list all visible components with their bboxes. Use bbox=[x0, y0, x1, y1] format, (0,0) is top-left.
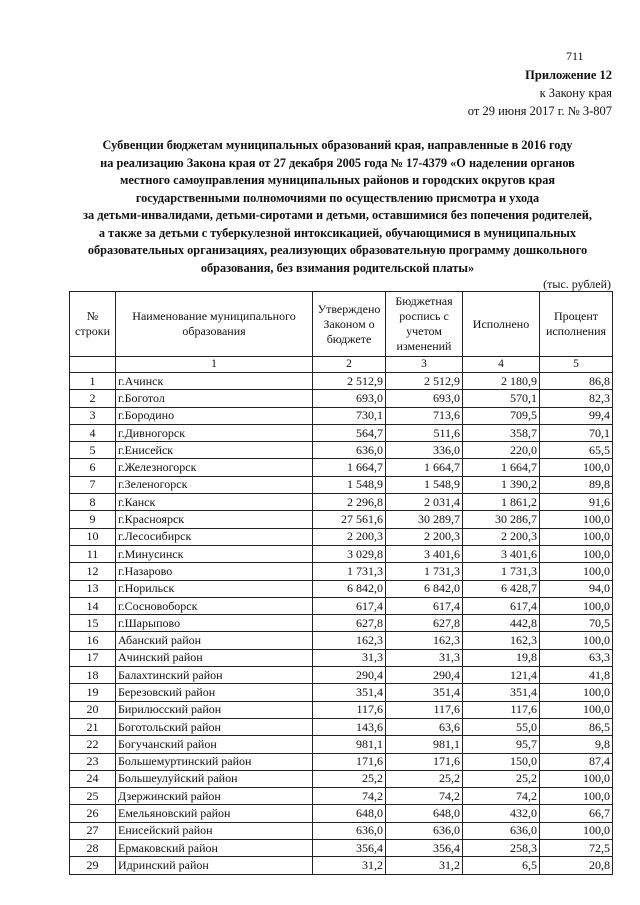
title-line: местного самоуправления муниципальных районов и городских округов края bbox=[119, 173, 556, 187]
table-row bbox=[70, 857, 613, 874]
schedule-cell: 713,6 bbox=[386, 407, 463, 424]
table-row bbox=[70, 442, 613, 459]
table-row bbox=[70, 545, 613, 562]
approved-cell: 162,3 bbox=[313, 632, 386, 649]
executed-cell: 1 664,7 bbox=[463, 459, 540, 476]
document-title bbox=[60, 137, 615, 277]
table-row bbox=[70, 390, 613, 407]
schedule-cell: 171,6 bbox=[386, 753, 463, 770]
percent-cell: 100,0 bbox=[540, 511, 613, 528]
table-row bbox=[70, 407, 613, 424]
table-row bbox=[70, 736, 613, 753]
approved-cell: 31,3 bbox=[313, 649, 386, 666]
executed-cell: 30 286,7 bbox=[463, 511, 540, 528]
table-row bbox=[70, 770, 613, 787]
percent-cell: 100,0 bbox=[540, 563, 613, 580]
header-budget-schedule: Бюджетная роспись с учетом изменений bbox=[386, 292, 463, 357]
schedule-cell: 351,4 bbox=[386, 684, 463, 701]
executed-cell: 442,8 bbox=[463, 615, 540, 632]
row-number-cell: 18 bbox=[70, 667, 116, 684]
appendix-law-ref: к Закону края bbox=[539, 86, 612, 100]
header-row-number: № строки bbox=[70, 292, 116, 357]
table-row bbox=[70, 494, 613, 511]
percent-cell: 100,0 bbox=[540, 770, 613, 787]
approved-cell: 2 200,3 bbox=[313, 528, 386, 545]
percent-cell: 100,0 bbox=[540, 597, 613, 614]
municipality-cell: г.Канск bbox=[116, 494, 313, 511]
table-row bbox=[70, 632, 613, 649]
row-number-cell: 16 bbox=[70, 632, 116, 649]
percent-cell: 100,0 bbox=[540, 788, 613, 805]
row-number-cell: 28 bbox=[70, 840, 116, 857]
executed-cell: 162,3 bbox=[463, 632, 540, 649]
municipality-cell: г.Назарово bbox=[116, 563, 313, 580]
percent-cell: 41,8 bbox=[540, 667, 613, 684]
municipality-cell: Богучанский район bbox=[116, 736, 313, 753]
table-row bbox=[70, 563, 613, 580]
executed-cell: 117,6 bbox=[463, 701, 540, 718]
executed-cell: 258,3 bbox=[463, 840, 540, 857]
column-number: 5 bbox=[540, 357, 613, 373]
approved-cell: 2 296,8 bbox=[313, 494, 386, 511]
table-header-row bbox=[70, 292, 613, 357]
appendix-header bbox=[352, 66, 612, 120]
schedule-cell: 31,3 bbox=[386, 649, 463, 666]
approved-cell: 117,6 bbox=[313, 701, 386, 718]
municipality-cell: г.Ачинск bbox=[116, 373, 313, 390]
executed-cell: 570,1 bbox=[463, 390, 540, 407]
municipality-cell: Енисейский район bbox=[116, 822, 313, 839]
executed-cell: 351,4 bbox=[463, 684, 540, 701]
percent-cell: 89,8 bbox=[540, 476, 613, 493]
row-number-cell: 14 bbox=[70, 597, 116, 614]
row-number-cell: 8 bbox=[70, 494, 116, 511]
column-numbers-row bbox=[70, 357, 613, 373]
percent-cell: 94,0 bbox=[540, 580, 613, 597]
row-number-cell: 27 bbox=[70, 822, 116, 839]
municipality-cell: Ачинский район bbox=[116, 649, 313, 666]
table-row bbox=[70, 649, 613, 666]
table-row bbox=[70, 580, 613, 597]
municipality-cell: Боготольский район bbox=[116, 718, 313, 735]
municipality-cell: г.Лесосибирск bbox=[116, 528, 313, 545]
executed-cell: 3 401,6 bbox=[463, 545, 540, 562]
schedule-cell: 162,3 bbox=[386, 632, 463, 649]
approved-cell: 981,1 bbox=[313, 736, 386, 753]
approved-cell: 1 664,7 bbox=[313, 459, 386, 476]
percent-cell: 20,8 bbox=[540, 857, 613, 874]
percent-cell: 91,6 bbox=[540, 494, 613, 511]
executed-cell: 220,0 bbox=[463, 442, 540, 459]
executed-cell: 709,5 bbox=[463, 407, 540, 424]
schedule-cell: 336,0 bbox=[386, 442, 463, 459]
schedule-cell: 1 548,9 bbox=[386, 476, 463, 493]
approved-cell: 6 842,0 bbox=[313, 580, 386, 597]
approved-cell: 2 512,9 bbox=[313, 373, 386, 390]
row-number-cell: 26 bbox=[70, 805, 116, 822]
municipality-cell: Бирилюсский район bbox=[116, 701, 313, 718]
schedule-cell: 648,0 bbox=[386, 805, 463, 822]
page-number: 711 bbox=[566, 49, 584, 63]
percent-cell: 72,5 bbox=[540, 840, 613, 857]
schedule-cell: 2 512,9 bbox=[386, 373, 463, 390]
approved-cell: 351,4 bbox=[313, 684, 386, 701]
table-row bbox=[70, 718, 613, 735]
row-number-cell: 13 bbox=[70, 580, 116, 597]
title-line: Субвенции бюджетам муниципальных образований края, направленные в 2016 году bbox=[102, 138, 573, 152]
approved-cell: 25,2 bbox=[313, 770, 386, 787]
units-label: (тыс. рублей) bbox=[543, 277, 611, 291]
executed-cell: 6 428,7 bbox=[463, 580, 540, 597]
row-number-cell: 23 bbox=[70, 753, 116, 770]
row-number-cell: 22 bbox=[70, 736, 116, 753]
schedule-cell: 25,2 bbox=[386, 770, 463, 787]
approved-cell: 3 029,8 bbox=[313, 545, 386, 562]
approved-cell: 730,1 bbox=[313, 407, 386, 424]
municipality-cell: Большемуртинский район bbox=[116, 753, 313, 770]
table-row bbox=[70, 753, 613, 770]
percent-cell: 100,0 bbox=[540, 701, 613, 718]
column-number bbox=[70, 357, 116, 373]
schedule-cell: 3 401,6 bbox=[386, 545, 463, 562]
schedule-cell: 74,2 bbox=[386, 788, 463, 805]
schedule-cell: 31,2 bbox=[386, 857, 463, 874]
title-line: государственными полномочиями по осуществлению присмотра и ухода bbox=[135, 190, 540, 205]
percent-cell: 100,0 bbox=[540, 459, 613, 476]
municipality-cell: Березовский район bbox=[116, 684, 313, 701]
approved-cell: 648,0 bbox=[313, 805, 386, 822]
schedule-cell: 627,8 bbox=[386, 615, 463, 632]
approved-cell: 564,7 bbox=[313, 424, 386, 441]
schedule-cell: 63,6 bbox=[386, 718, 463, 735]
column-number: 2 bbox=[313, 357, 386, 373]
row-number-cell: 20 bbox=[70, 701, 116, 718]
row-number-cell: 15 bbox=[70, 615, 116, 632]
municipality-cell: г.Бородино bbox=[116, 407, 313, 424]
table-row bbox=[70, 528, 613, 545]
schedule-cell: 1 664,7 bbox=[386, 459, 463, 476]
percent-cell: 100,0 bbox=[540, 822, 613, 839]
approved-cell: 1 548,9 bbox=[313, 476, 386, 493]
municipality-cell: г.Енисейск bbox=[116, 442, 313, 459]
municipality-cell: г.Красноярск bbox=[116, 511, 313, 528]
percent-cell: 65,5 bbox=[540, 442, 613, 459]
percent-cell: 99,4 bbox=[540, 407, 613, 424]
executed-cell: 150,0 bbox=[463, 753, 540, 770]
table-row bbox=[70, 476, 613, 493]
title-line: образовательных организациях, реализующих образовательную программу дошкольного bbox=[87, 243, 588, 257]
executed-cell: 358,7 bbox=[463, 424, 540, 441]
municipality-cell: Балахтинский район bbox=[116, 667, 313, 684]
schedule-cell: 2 200,3 bbox=[386, 528, 463, 545]
executed-cell: 2 180,9 bbox=[463, 373, 540, 390]
table-row bbox=[70, 459, 613, 476]
title-line: на реализацию Закона края от 27 декабря 2005 года № 17-4379 «О наделении органов bbox=[100, 155, 575, 170]
percent-cell: 86,5 bbox=[540, 718, 613, 735]
header-percent: Процент исполнения bbox=[540, 292, 613, 357]
municipality-cell: Большеулуйский район bbox=[116, 770, 313, 787]
municipality-cell: г.Боготол bbox=[116, 390, 313, 407]
row-number-cell: 11 bbox=[70, 545, 116, 562]
municipality-cell: г.Шарыпово bbox=[116, 615, 313, 632]
municipality-cell: Ермаковский район bbox=[116, 840, 313, 857]
percent-cell: 100,0 bbox=[540, 528, 613, 545]
table-row bbox=[70, 615, 613, 632]
schedule-cell: 290,4 bbox=[386, 667, 463, 684]
schedule-cell: 117,6 bbox=[386, 701, 463, 718]
row-number-cell: 24 bbox=[70, 770, 116, 787]
percent-cell: 87,4 bbox=[540, 753, 613, 770]
municipality-cell: г.Сосновоборск bbox=[116, 597, 313, 614]
table-row bbox=[70, 511, 613, 528]
row-number-cell: 3 bbox=[70, 407, 116, 424]
municipality-cell: г.Железногорск bbox=[116, 459, 313, 476]
row-number-cell: 6 bbox=[70, 459, 116, 476]
column-number: 1 bbox=[116, 357, 313, 373]
row-number-cell: 5 bbox=[70, 442, 116, 459]
approved-cell: 143,6 bbox=[313, 718, 386, 735]
approved-cell: 617,4 bbox=[313, 597, 386, 614]
subsidies-table bbox=[69, 291, 613, 875]
schedule-cell: 511,6 bbox=[386, 424, 463, 441]
schedule-cell: 981,1 bbox=[386, 736, 463, 753]
executed-cell: 432,0 bbox=[463, 805, 540, 822]
table-row bbox=[70, 373, 613, 390]
executed-cell: 95,7 bbox=[463, 736, 540, 753]
schedule-cell: 636,0 bbox=[386, 822, 463, 839]
municipality-cell: Дзержинский район bbox=[116, 788, 313, 805]
row-number-cell: 10 bbox=[70, 528, 116, 545]
schedule-cell: 6 842,0 bbox=[386, 580, 463, 597]
schedule-cell: 693,0 bbox=[386, 390, 463, 407]
approved-cell: 627,8 bbox=[313, 615, 386, 632]
approved-cell: 636,0 bbox=[313, 822, 386, 839]
row-number-cell: 1 bbox=[70, 373, 116, 390]
percent-cell: 9,8 bbox=[540, 736, 613, 753]
row-number-cell: 17 bbox=[70, 649, 116, 666]
row-number-cell: 21 bbox=[70, 718, 116, 735]
executed-cell: 74,2 bbox=[463, 788, 540, 805]
title-line: образования, без взимания родительской платы» bbox=[200, 260, 475, 275]
municipality-cell: г.Минусинск bbox=[116, 545, 313, 562]
schedule-cell: 1 731,3 bbox=[386, 563, 463, 580]
table-row bbox=[70, 840, 613, 857]
percent-cell: 100,0 bbox=[540, 632, 613, 649]
approved-cell: 74,2 bbox=[313, 788, 386, 805]
executed-cell: 1 861,2 bbox=[463, 494, 540, 511]
municipality-cell: Емельяновский район bbox=[116, 805, 313, 822]
row-number-cell: 7 bbox=[70, 476, 116, 493]
appendix-title: Приложение 12 bbox=[525, 68, 612, 82]
row-number-cell: 29 bbox=[70, 857, 116, 874]
approved-cell: 693,0 bbox=[313, 390, 386, 407]
table-row bbox=[70, 667, 613, 684]
header-executed: Исполнено bbox=[463, 292, 540, 357]
municipality-cell: г.Норильск bbox=[116, 580, 313, 597]
executed-cell: 617,4 bbox=[463, 597, 540, 614]
executed-cell: 2 200,3 bbox=[463, 528, 540, 545]
percent-cell: 70,1 bbox=[540, 424, 613, 441]
row-number-cell: 25 bbox=[70, 788, 116, 805]
column-number: 4 bbox=[463, 357, 540, 373]
executed-cell: 25,2 bbox=[463, 770, 540, 787]
percent-cell: 66,7 bbox=[540, 805, 613, 822]
municipality-cell: г.Зеленогорск bbox=[116, 476, 313, 493]
table-row bbox=[70, 684, 613, 701]
approved-cell: 356,4 bbox=[313, 840, 386, 857]
approved-cell: 1 731,3 bbox=[313, 563, 386, 580]
header-approved: Утверждено Законом о бюджете bbox=[313, 292, 386, 357]
row-number-cell: 4 bbox=[70, 424, 116, 441]
percent-cell: 82,3 bbox=[540, 390, 613, 407]
row-number-cell: 2 bbox=[70, 390, 116, 407]
row-number-cell: 12 bbox=[70, 563, 116, 580]
percent-cell: 86,8 bbox=[540, 373, 613, 390]
column-number: 3 bbox=[386, 357, 463, 373]
row-number-cell: 9 bbox=[70, 511, 116, 528]
schedule-cell: 2 031,4 bbox=[386, 494, 463, 511]
municipality-cell: г.Дивногорск bbox=[116, 424, 313, 441]
executed-cell: 1 390,2 bbox=[463, 476, 540, 493]
percent-cell: 63,3 bbox=[540, 649, 613, 666]
approved-cell: 27 561,6 bbox=[313, 511, 386, 528]
table-row bbox=[70, 597, 613, 614]
table-row bbox=[70, 424, 613, 441]
executed-cell: 55,0 bbox=[463, 718, 540, 735]
municipality-cell: Абанский район bbox=[116, 632, 313, 649]
schedule-cell: 30 289,7 bbox=[386, 511, 463, 528]
schedule-cell: 356,4 bbox=[386, 840, 463, 857]
percent-cell: 100,0 bbox=[540, 684, 613, 701]
table-row bbox=[70, 701, 613, 718]
percent-cell: 70,5 bbox=[540, 615, 613, 632]
executed-cell: 636,0 bbox=[463, 822, 540, 839]
row-number-cell: 19 bbox=[70, 684, 116, 701]
table-row bbox=[70, 788, 613, 805]
approved-cell: 31,2 bbox=[313, 857, 386, 874]
executed-cell: 1 731,3 bbox=[463, 563, 540, 580]
executed-cell: 19,8 bbox=[463, 649, 540, 666]
header-municipality: Наименование муниципального образования bbox=[116, 292, 313, 357]
schedule-cell: 617,4 bbox=[386, 597, 463, 614]
percent-cell: 100,0 bbox=[540, 545, 613, 562]
municipality-cell: Идринский район bbox=[116, 857, 313, 874]
approved-cell: 636,0 bbox=[313, 442, 386, 459]
appendix-date: от 29 июня 2017 г. № 3-807 bbox=[467, 104, 612, 118]
approved-cell: 171,6 bbox=[313, 753, 386, 770]
approved-cell: 290,4 bbox=[313, 667, 386, 684]
title-line: а также за детьми с туберкулезной интоксикацией, обучающимися в муниципальных bbox=[98, 225, 577, 240]
table-row bbox=[70, 822, 613, 839]
title-line: за детьми-инвалидами, детьми-сиротами и детьми, оставшимися без попечения родителей, bbox=[83, 208, 592, 222]
executed-cell: 121,4 bbox=[463, 667, 540, 684]
executed-cell: 6,5 bbox=[463, 857, 540, 874]
table-row bbox=[70, 805, 613, 822]
